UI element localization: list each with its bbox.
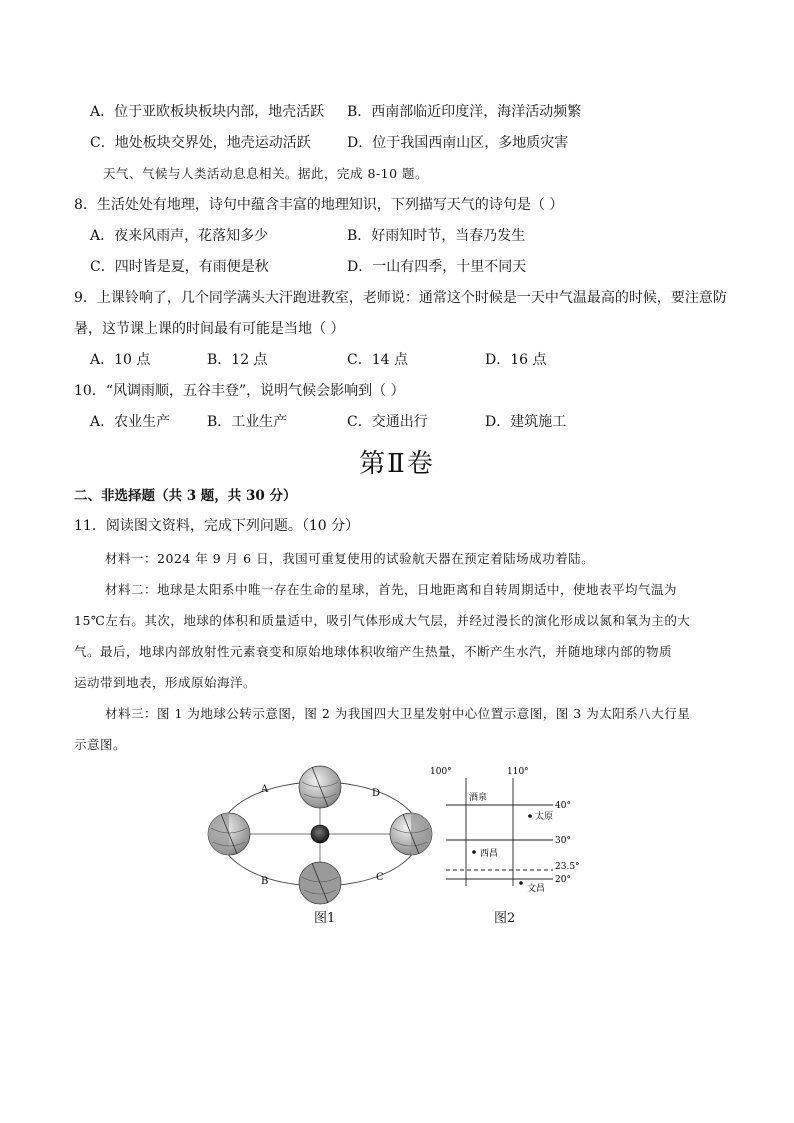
site-jiuquan: 酒泉 <box>469 793 488 803</box>
figure-2-launch-sites <box>430 764 588 899</box>
q9-option-b: B．12 点 <box>207 352 268 368</box>
fig2-lat-40: 40° <box>555 801 571 811</box>
fig2-lat-23-5: 23.5° <box>555 862 580 872</box>
material-3-line1: 材料三：图 1 为地球公转示意图，图 2 为我国四大卫星发射中心位置示意图，图 3 为太阳系八大行星 <box>105 706 691 721</box>
fig2-lat-30: 30° <box>555 836 571 846</box>
site-xichang-dot <box>472 850 476 854</box>
q10-option-a: A．农业生产 <box>90 414 171 430</box>
sun-icon <box>311 825 329 843</box>
fig2-lon-100: 100° <box>430 767 452 777</box>
site-xichang: 西昌 <box>480 849 499 859</box>
fig2-lat-20: 20° <box>555 875 571 885</box>
q10-option-c: C．交通出行 <box>347 414 428 430</box>
material-2-line4: 运动带到地表，形成原始海洋。 <box>74 675 257 690</box>
q8-option-c: C．四时皆是夏，有雨便是秋 <box>90 259 269 275</box>
q8-option-a: A．夜来风雨声，花落知多少 <box>90 228 269 244</box>
material-2-line2: 15℃左右。其次，地球的体积和质量适中，吸引气体形成大气层，并经过漫长的演化形成以氮和氧为主的大 <box>74 613 691 628</box>
earth-right-icon <box>390 813 432 855</box>
q8-option-b: B．好雨知时节，当春乃发生 <box>347 228 526 244</box>
fig1-label-d: D <box>372 788 381 799</box>
earth-top-icon <box>299 766 341 808</box>
site-taiyuan-dot <box>528 814 532 818</box>
q9-option-c: C．14 点 <box>347 352 408 368</box>
fig1-label-c: C <box>376 872 384 883</box>
q10-stem: 10．“风调雨顺，五谷丰登”，说明气候会影响到（ ） <box>74 383 405 399</box>
q7-option-a: A．位于亚欧板块板块内部，地壳活跃 <box>90 104 325 120</box>
fig1-label-b: B <box>261 876 269 887</box>
site-wenchang: 文昌 <box>527 884 546 894</box>
material-1: 材料一：2024 年 9 月 6 日，我国可重复使用的试验航天器在预定着陆场成功着陆。 <box>105 551 595 566</box>
earth-bottom-icon <box>299 862 341 904</box>
intro-8-10: 天气、气候与人类活动息息相关。据此，完成 8-10 题。 <box>103 166 429 181</box>
fig1-label-a: A <box>261 784 269 795</box>
q9-stem-line2: 暑，这节课上课的时间最有可能是当地（ ） <box>74 321 345 337</box>
q9-stem-line1: 9．上课铃响了，几个同学满头大汗跑进教室，老师说：通常这个时候是一天中气温最高的时候，要注意防 <box>74 290 727 306</box>
figure-2-caption: 图2 <box>494 911 516 926</box>
section-heading: 二、非选择题（共 3 题，共 30 分） <box>74 488 297 504</box>
q9-option-d: D．16 点 <box>485 352 547 368</box>
section-title: 第Ⅱ卷 <box>359 449 435 479</box>
q10-option-b: B．工业生产 <box>207 414 288 430</box>
figure-1-caption: 图1 <box>314 911 336 926</box>
site-wenchang-dot <box>519 881 523 885</box>
q7-option-c: C．地处板块交界处，地壳运动活跃 <box>90 135 311 151</box>
fig2-lon-110: 110° <box>507 767 529 777</box>
earth-left-icon <box>208 813 250 855</box>
q9-option-a: A．10 点 <box>90 352 151 368</box>
material-2-line1: 材料二：地球是太阳系中唯一存在生命的星球，首先，日地距离和自转周期适中，使地表平均气温为 <box>105 582 678 597</box>
q8-stem: 8．生活处处有地理，诗句中蕴含丰富的地理知识，下列描写天气的诗句是（ ） <box>74 197 564 213</box>
material-3-line2: 示意图。 <box>74 737 127 752</box>
q11-stem: 11．阅读图文资料，完成下列问题。（10 分） <box>74 518 360 534</box>
q7-option-b: B．西南部临近印度洋，海洋活动频繁 <box>347 104 582 120</box>
q8-option-d: D．一山有四季，十里不同天 <box>347 259 527 275</box>
q10-option-d: D．建筑施工 <box>485 414 567 430</box>
material-2-line3: 气。最后，地球内部放射性元素衰变和原始地球体积收缩产生热量，不断产生水汽，并随地球内部的物质 <box>74 644 673 659</box>
site-taiyuan: 太原 <box>535 812 554 822</box>
figure-1-earth-revolution <box>198 762 443 932</box>
q7-option-d: D．位于我国西南山区，多地质灾害 <box>347 135 569 151</box>
